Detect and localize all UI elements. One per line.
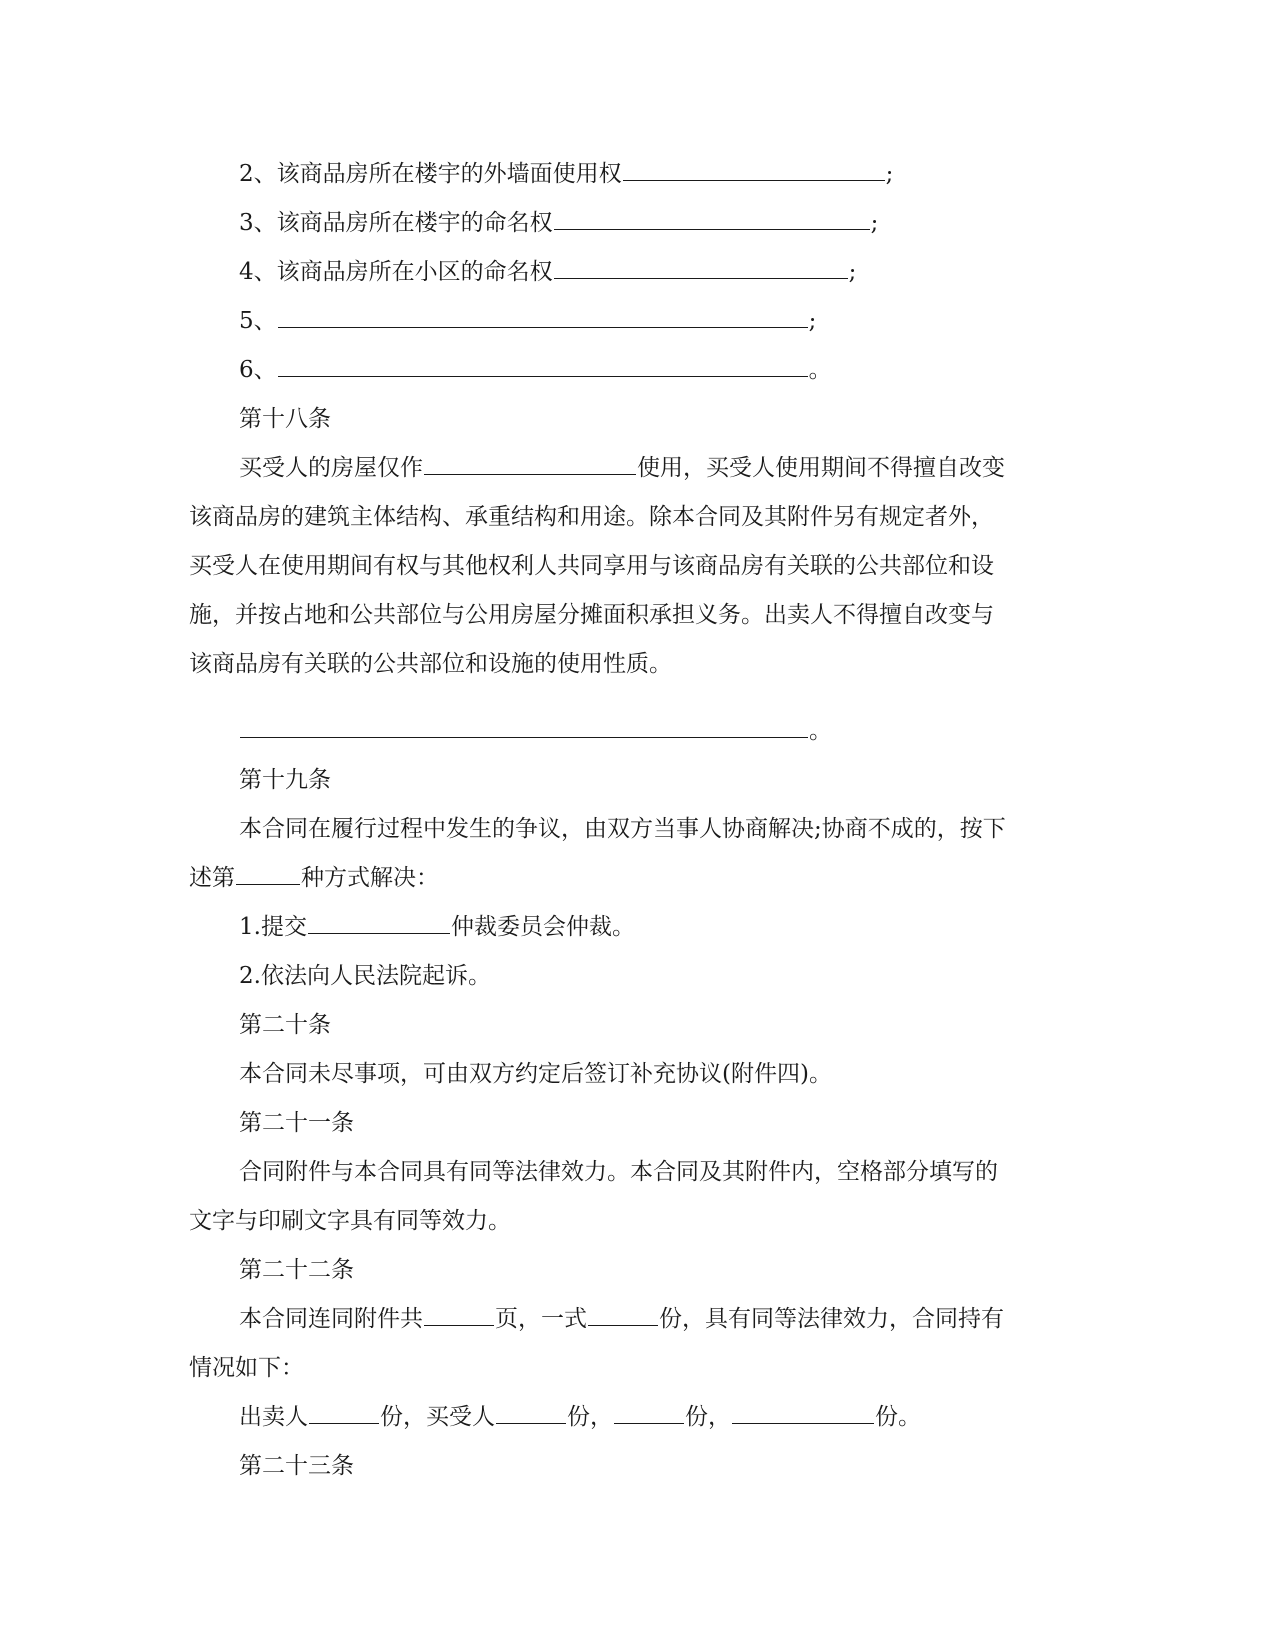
article-22-line-1: 本合同连同附件共 页，一式 份，具有同等法律效力，合同持有 [189,1295,1071,1344]
article-heading-20: 第二十条 [239,1012,331,1038]
article-heading-18: 第十八条 [239,406,331,432]
clause-item-5: 5、 ; [189,297,1071,346]
fill-blank [623,152,885,181]
article-19-line-1: 本合同在履行过程中发生的争议，由双方当事人协商解决;协商不成的，按下 [239,816,1006,842]
fill-blank [240,709,808,738]
article-19-line-2: 述第 种方式解决： [189,854,1071,903]
article-18-line-3: 买受人在使用期间有权与其他权利人共同享用与该商品房有关联的公共部位和设 [189,553,994,579]
fill-blank [614,1395,684,1424]
article-heading-23: 第二十三条 [239,1453,354,1479]
fill-blank [588,1297,658,1326]
clause-item-2: 2、该商品房所在楼宇的外墙面使用权 ; [189,150,1071,199]
fill-blank [309,1395,379,1424]
article-22-line-2: 情况如下： [189,1355,304,1381]
article-18-line-1: 买受人的房屋仅作 使用，买受人使用期间不得擅自改变 [189,444,1071,493]
article-heading-19: 第十九条 [239,767,331,793]
clause-item-4: 4、该商品房所在小区的命名权 ; [189,248,1071,297]
fill-blank [554,201,870,230]
fill-blank [308,905,450,934]
article-18-line-2: 该商品房的建筑主体结构、承重结构和用途。除本合同及其附件另有规定者外， [189,504,994,530]
article-18-blank-line: 。 [189,707,1071,756]
spacer [189,689,1071,707]
article-20-line-1: 本合同未尽事项，可由双方约定后签订补充协议(附件四)。 [239,1061,832,1087]
fill-blank [554,250,848,279]
article-heading-21: 第二十一条 [239,1110,354,1136]
fill-blank [496,1395,566,1424]
fill-blank [236,856,300,885]
article-19-option-1: 1.提交 仲裁委员会仲裁。 [189,903,1071,952]
fill-blank [278,299,808,328]
article-18-line-4: 施，并按占地和公共部位与公用房屋分摊面积承担义务。出卖人不得擅自改变与 [189,602,994,628]
fill-blank [424,446,636,475]
clause-item-3: 3、该商品房所在楼宇的命名权 ; [189,199,1071,248]
article-heading-22: 第二十二条 [239,1257,354,1283]
article-19-option-2: 2.依法向人民法院起诉。 [239,963,491,989]
article-21-line-1: 合同附件与本合同具有同等法律效力。本合同及其附件内，空格部分填写的 [239,1159,998,1185]
contract-page [189,150,1071,1491]
article-21-line-2: 文字与印刷文字具有同等效力。 [189,1208,511,1234]
fill-blank [424,1297,494,1326]
article-18-line-5: 该商品房有关联的公共部位和设施的使用性质。 [189,651,672,677]
fill-blank [278,348,808,377]
article-22-line-3: 出卖人 份，买受人 份， 份， 份。 [189,1393,1071,1442]
fill-blank [732,1395,874,1424]
clause-item-6: 6、 。 [189,346,1071,395]
